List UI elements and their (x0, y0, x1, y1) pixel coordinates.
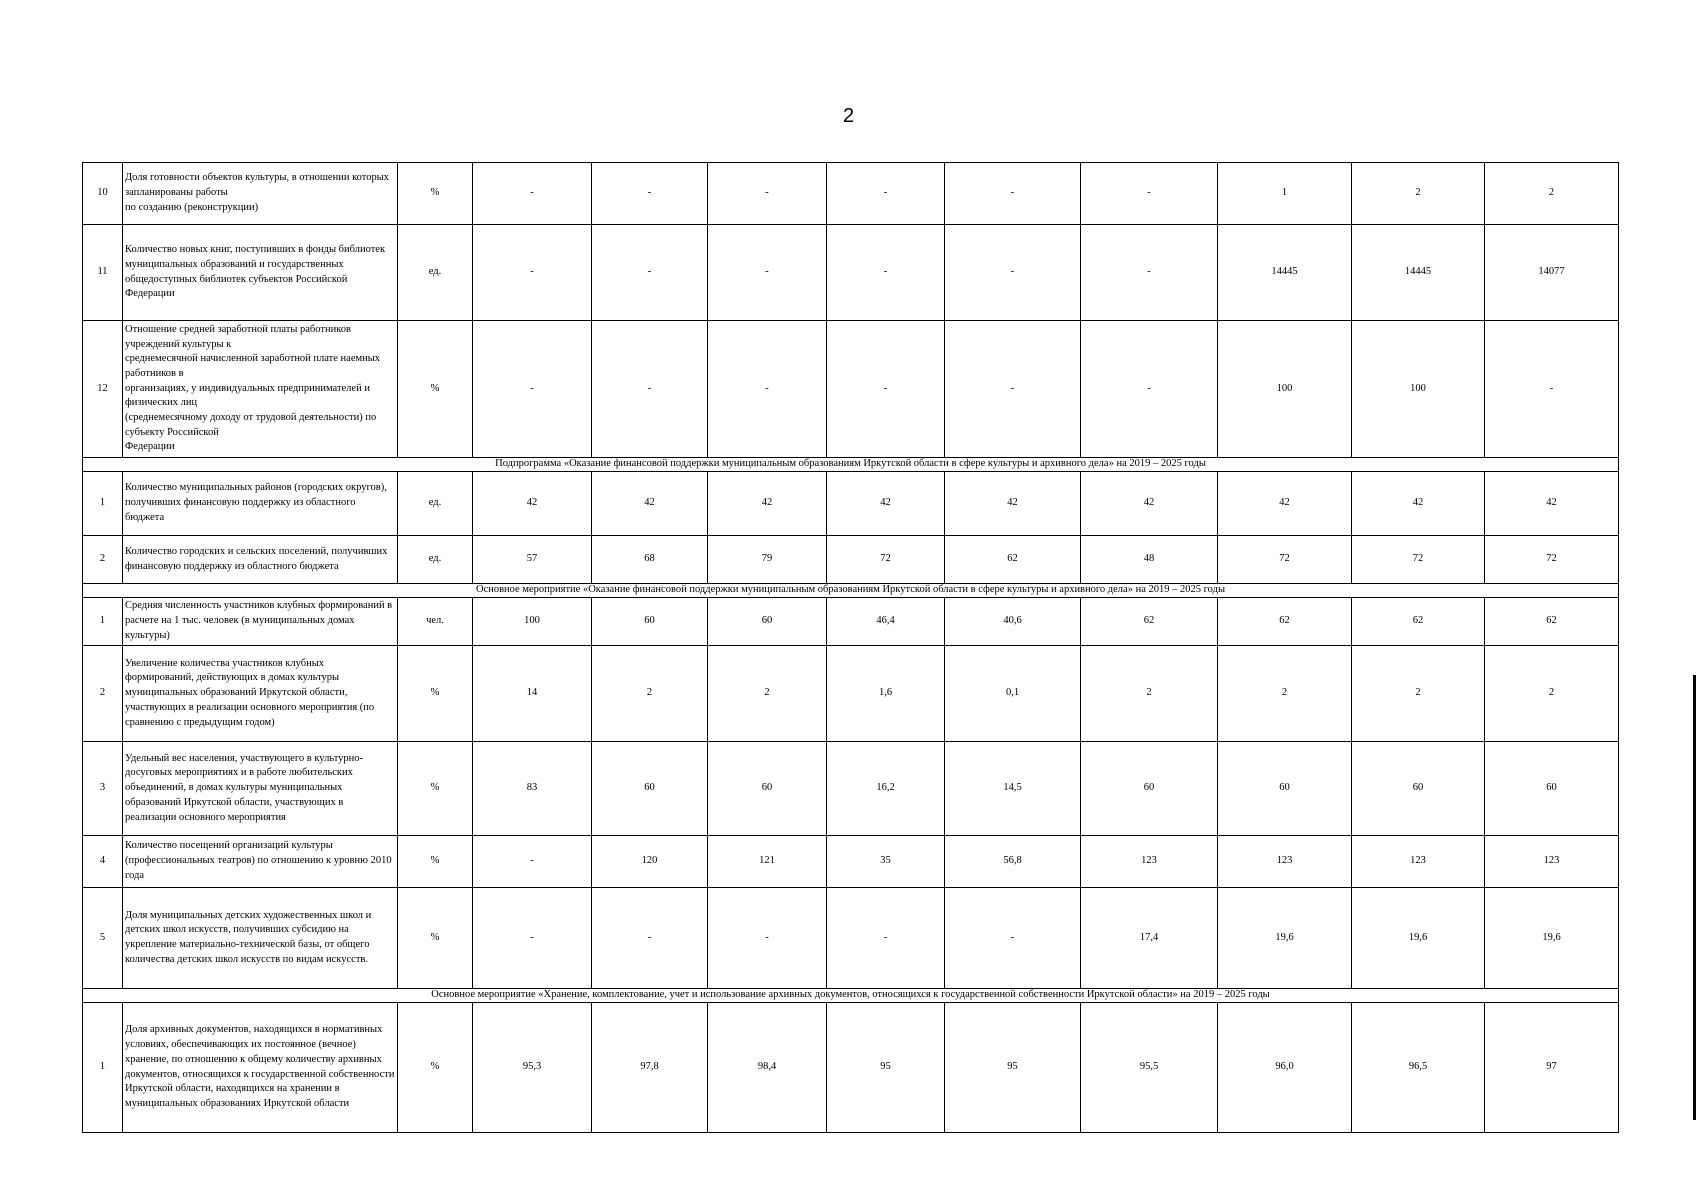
table-row (83, 742, 1619, 836)
value-cell: 2 (708, 646, 827, 742)
value-cell: 60 (1081, 742, 1218, 836)
value-cell: 1 (1218, 163, 1352, 225)
indicator-name: Доля муниципальных детских художественных школ и детских школ искусств, получивших субсидию на укрепление материально-технической базы, от общего количества детских школ искусств по видам искусств. (123, 888, 398, 989)
row-number: 1 (83, 472, 123, 536)
row-number: 3 (83, 742, 123, 836)
value-cell: 14445 (1218, 225, 1352, 321)
value-cell: - (473, 836, 592, 888)
unit-cell: ед. (398, 472, 473, 536)
table-row (83, 163, 1619, 225)
value-cell: 14,5 (945, 742, 1081, 836)
value-cell: 2 (1485, 646, 1619, 742)
value-cell: 123 (1218, 836, 1352, 888)
value-cell: 2 (1218, 646, 1352, 742)
unit-cell: % (398, 888, 473, 989)
value-cell: 14445 (1352, 225, 1485, 321)
value-cell: 42 (473, 472, 592, 536)
value-cell: 62 (945, 536, 1081, 584)
value-cell: 95,3 (473, 1003, 592, 1133)
value-cell: 72 (1218, 536, 1352, 584)
value-cell: 95,5 (1081, 1003, 1218, 1133)
value-cell: 97,8 (592, 1003, 708, 1133)
table-row (83, 888, 1619, 989)
table-row (83, 225, 1619, 321)
unit-cell: ед. (398, 225, 473, 321)
unit-cell: % (398, 163, 473, 225)
value-cell: 123 (1081, 836, 1218, 888)
value-cell: 96,5 (1352, 1003, 1485, 1133)
value-cell: - (592, 225, 708, 321)
value-cell: - (473, 321, 592, 458)
value-cell: - (945, 321, 1081, 458)
table-row (83, 1003, 1619, 1133)
value-cell: 95 (945, 1003, 1081, 1133)
value-cell: 79 (708, 536, 827, 584)
value-cell: 60 (1485, 742, 1619, 836)
value-cell: 42 (827, 472, 945, 536)
value-cell: - (945, 225, 1081, 321)
section-header-row (83, 584, 1619, 598)
value-cell: 42 (1485, 472, 1619, 536)
unit-cell: % (398, 646, 473, 742)
value-cell: - (1081, 321, 1218, 458)
value-cell: 121 (708, 836, 827, 888)
section-title: Основное мероприятие «Хранение, комплектование, учет и использование архивных документов, относящихся к государственной собственности Иркутской области» на 2019 – 2025 годы (83, 989, 1619, 1003)
value-cell: 123 (1352, 836, 1485, 888)
value-cell: 40,6 (945, 598, 1081, 646)
value-cell: 42 (1081, 472, 1218, 536)
value-cell: 42 (708, 472, 827, 536)
indicator-name: Количество городских и сельских поселений, получивших финансовую поддержку из областного бюджета (123, 536, 398, 584)
value-cell: 72 (1352, 536, 1485, 584)
row-number: 11 (83, 225, 123, 321)
table-row (83, 646, 1619, 742)
unit-cell: чел. (398, 598, 473, 646)
value-cell: 60 (592, 742, 708, 836)
indicator-name: Количество новых книг, поступивших в фонды библиотек муниципальных образований и государственных общедоступных библиотек субъектов Российской Федерации (123, 225, 398, 321)
table-row (83, 836, 1619, 888)
value-cell: 2 (1081, 646, 1218, 742)
value-cell: 95 (827, 1003, 945, 1133)
value-cell: 2 (1352, 163, 1485, 225)
value-cell: 98,4 (708, 1003, 827, 1133)
value-cell: - (592, 163, 708, 225)
unit-cell: ед. (398, 536, 473, 584)
row-number: 1 (83, 598, 123, 646)
value-cell: 46,4 (827, 598, 945, 646)
value-cell: - (708, 321, 827, 458)
value-cell: 19,6 (1352, 888, 1485, 989)
value-cell: 62 (1352, 598, 1485, 646)
value-cell: - (708, 888, 827, 989)
value-cell: - (473, 225, 592, 321)
value-cell: 60 (592, 598, 708, 646)
value-cell: 83 (473, 742, 592, 836)
value-cell: 42 (1218, 472, 1352, 536)
value-cell: 2 (1485, 163, 1619, 225)
value-cell: 16,2 (827, 742, 945, 836)
value-cell: - (827, 163, 945, 225)
row-number: 2 (83, 536, 123, 584)
value-cell: 0,1 (945, 646, 1081, 742)
value-cell: 56,8 (945, 836, 1081, 888)
indicator-name: Количество муниципальных районов (городских округов), получивших финансовую поддержку из областного бюджета (123, 472, 398, 536)
value-cell: - (1081, 225, 1218, 321)
section-title: Основное мероприятие «Оказание финансовой поддержки муниципальным образованиям Иркутской области в сфере культуры и архивного дела» на 2019 – 2025 годы (83, 584, 1619, 598)
value-cell: - (592, 888, 708, 989)
indicator-name: Увеличение количества участников клубных формирований, действующих в домах культуры муниципальных образований Иркутской области, участвующих в реализации основного мероприятия (по сравнению с предыдущим годом) (123, 646, 398, 742)
row-number: 2 (83, 646, 123, 742)
value-cell: - (708, 163, 827, 225)
unit-cell: % (398, 742, 473, 836)
value-cell: 60 (1352, 742, 1485, 836)
indicators-table (82, 162, 1619, 1133)
value-cell: 62 (1218, 598, 1352, 646)
value-cell: - (827, 888, 945, 989)
table-row (83, 536, 1619, 584)
value-cell: - (708, 225, 827, 321)
value-cell: 42 (1352, 472, 1485, 536)
value-cell: 100 (1218, 321, 1352, 458)
value-cell: 48 (1081, 536, 1218, 584)
value-cell: 2 (592, 646, 708, 742)
value-cell: 72 (1485, 536, 1619, 584)
row-number: 5 (83, 888, 123, 989)
value-cell: - (473, 163, 592, 225)
section-header-row (83, 458, 1619, 472)
value-cell: 123 (1485, 836, 1619, 888)
table-row (83, 472, 1619, 536)
value-cell: - (945, 163, 1081, 225)
value-cell: 14 (473, 646, 592, 742)
row-number: 12 (83, 321, 123, 458)
value-cell: - (1081, 163, 1218, 225)
indicator-name: Средняя численность участников клубных формирований в расчете на 1 тыс. человек (в муниципальных домах культуры) (123, 598, 398, 646)
indicators-table-body (83, 163, 1619, 1133)
value-cell: 2 (1352, 646, 1485, 742)
value-cell: - (827, 321, 945, 458)
table-row (83, 598, 1619, 646)
indicator-name: Отношение средней заработной платы работников учреждений культуры к среднемесячной начисленной заработной плате наемных работников в организациях, у индивидуальных предпринимателей и физических лиц (среднемесячному доходу от трудовой деятельности) по субъекту Российской Федерации (123, 321, 398, 458)
value-cell: 42 (945, 472, 1081, 536)
value-cell: 97 (1485, 1003, 1619, 1133)
section-header-row (83, 989, 1619, 1003)
value-cell: 62 (1081, 598, 1218, 646)
value-cell: 60 (1218, 742, 1352, 836)
value-cell: 42 (592, 472, 708, 536)
indicator-name: Доля архивных документов, находящихся в нормативных условиях, обеспечивающих их постоянное (вечное) хранение, по отношению к общему количеству архивных документов, относящихся к государственной собственности Иркутской области, находящихся на хранении в муниципальных образованиях Иркутской области (123, 1003, 398, 1133)
value-cell: 35 (827, 836, 945, 888)
value-cell: 60 (708, 598, 827, 646)
value-cell: - (945, 888, 1081, 989)
value-cell: - (1485, 321, 1619, 458)
value-cell: - (592, 321, 708, 458)
row-number: 1 (83, 1003, 123, 1133)
value-cell: 100 (1352, 321, 1485, 458)
row-number: 4 (83, 836, 123, 888)
value-cell: - (473, 888, 592, 989)
section-title: Подпрограмма «Оказание финансовой поддержки муниципальным образованиям Иркутской области в сфере культуры и архивного дела» на 2019 – 2025 годы (83, 458, 1619, 472)
value-cell: 57 (473, 536, 592, 584)
unit-cell: % (398, 1003, 473, 1133)
unit-cell: % (398, 836, 473, 888)
value-cell: 1,6 (827, 646, 945, 742)
value-cell: 62 (1485, 598, 1619, 646)
indicator-name: Доля готовности объектов культуры, в отношении которых запланированы работы по созданию (реконструкции) (123, 163, 398, 225)
value-cell: 68 (592, 536, 708, 584)
value-cell: 96,0 (1218, 1003, 1352, 1133)
value-cell: 14077 (1485, 225, 1619, 321)
value-cell: 60 (708, 742, 827, 836)
scan-edge-mark (1693, 675, 1696, 1120)
value-cell: 100 (473, 598, 592, 646)
indicator-name: Удельный вес населения, участвующего в культурно-досуговых мероприятиях и в работе любительских объединений, в домах культуры муниципальных образований Иркутской области, участвующих в реализации основного мероприятия (123, 742, 398, 836)
indicator-name: Количество посещений организаций культуры (профессиональных театров) по отношению к уровню 2010 года (123, 836, 398, 888)
value-cell: 19,6 (1485, 888, 1619, 989)
value-cell: 120 (592, 836, 708, 888)
row-number: 10 (83, 163, 123, 225)
value-cell: - (827, 225, 945, 321)
value-cell: 17,4 (1081, 888, 1218, 989)
value-cell: 19,6 (1218, 888, 1352, 989)
table-row (83, 321, 1619, 458)
unit-cell: % (398, 321, 473, 458)
page-number: 2 (842, 105, 855, 127)
value-cell: 72 (827, 536, 945, 584)
